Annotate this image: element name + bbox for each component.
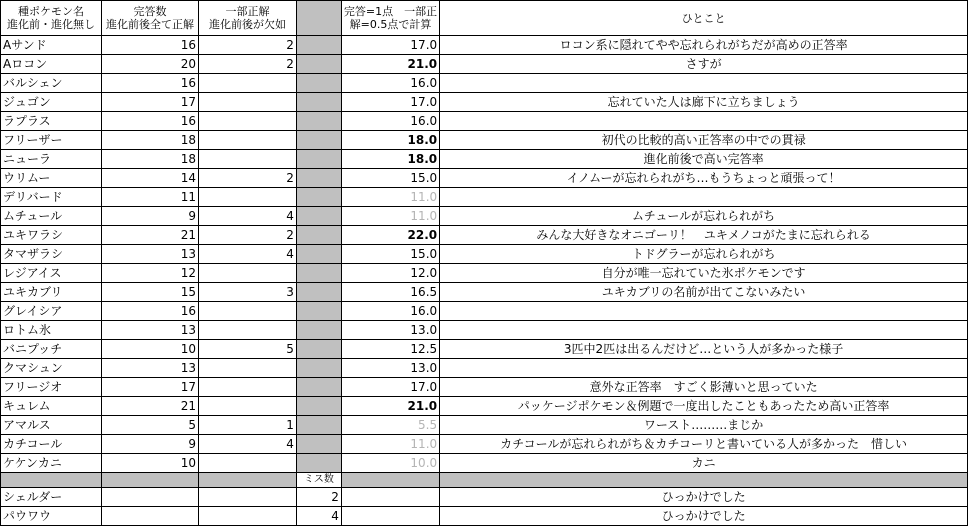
score-cell: 18.0 [341,131,439,150]
comment-cell: ロコン系に隠れてやや忘れられがちだが高めの正答率 [440,36,968,55]
table-row [1,207,968,226]
spacer-cell [296,36,341,55]
spacer-cell [296,93,341,112]
spacer-cell [296,131,341,150]
table-row [1,226,968,245]
separator-row [1,473,968,488]
table-row [1,36,968,55]
spacer-cell [296,454,341,473]
table-row [1,93,968,112]
partial-count-cell: 4 [198,245,296,264]
score-cell: 11.0 [341,188,439,207]
header-comment: ひとこと [440,1,968,36]
complete-count-cell: 16 [101,74,198,93]
comment-cell: ひっかけでした [440,507,968,526]
score-cell: 21.0 [341,55,439,74]
pokemon-name-cell: タマザラシ [1,245,102,264]
pokemon-name-cell: パウワウ [1,507,102,526]
partial-count-cell [198,454,296,473]
separator-cell [341,473,439,488]
score-cell: 21.0 [341,397,439,416]
partial-count-cell [198,302,296,321]
spacer-cell [296,226,341,245]
miss-count-cell: 2 [296,488,341,507]
pokemon-name-cell: フリージオ [1,378,102,397]
separator-cell [101,473,198,488]
empty-cell [341,488,439,507]
complete-count-cell: 13 [101,321,198,340]
score-cell: 13.0 [341,359,439,378]
spacer-cell [296,264,341,283]
score-cell: 11.0 [341,207,439,226]
complete-count-cell: 16 [101,36,198,55]
spacer-cell [296,74,341,93]
pokemon-name-cell: レジアイス [1,264,102,283]
score-cell: 16.0 [341,302,439,321]
score-cell: 12.0 [341,264,439,283]
miss-count-cell: 4 [296,507,341,526]
empty-cell [341,507,439,526]
complete-count-cell: 21 [101,226,198,245]
separator-cell [198,473,296,488]
empty-cell [198,507,296,526]
complete-count-cell: 17 [101,93,198,112]
table-row [1,302,968,321]
complete-count-cell: 18 [101,131,198,150]
complete-count-cell: 10 [101,454,198,473]
score-cell: 17.0 [341,93,439,112]
partial-count-cell: 2 [198,36,296,55]
partial-count-cell [198,150,296,169]
pokemon-name-cell: バニプッチ [1,340,102,359]
miss-count-label: ミス数 [296,473,341,488]
header-complete: 完答数 進化前後全て正解 [101,1,198,36]
partial-count-cell [198,378,296,397]
table-row [1,264,968,283]
header-name: 種ポケモン名 進化前・進化無し [1,1,102,36]
pokemon-name-cell: ジュゴン [1,93,102,112]
complete-count-cell: 13 [101,359,198,378]
table-row [1,454,968,473]
comment-cell [440,188,968,207]
miss-row [1,488,968,507]
table-row [1,321,968,340]
complete-count-cell: 12 [101,264,198,283]
spacer-cell [296,435,341,454]
score-cell: 15.0 [341,169,439,188]
partial-count-cell: 1 [198,416,296,435]
table-row [1,112,968,131]
table-row [1,150,968,169]
partial-count-cell [198,264,296,283]
pokemon-name-cell: アマルス [1,416,102,435]
separator-cell [440,473,968,488]
score-cell: 16.0 [341,112,439,131]
partial-count-cell: 4 [198,207,296,226]
spacer-cell [296,340,341,359]
partial-count-cell [198,93,296,112]
pokemon-name-cell: ユキカブリ [1,283,102,302]
table-row [1,74,968,93]
comment-cell: カニ [440,454,968,473]
table-row [1,378,968,397]
complete-count-cell: 18 [101,150,198,169]
comment-cell [440,359,968,378]
table-row [1,245,968,264]
complete-count-cell: 9 [101,435,198,454]
partial-count-cell: 3 [198,283,296,302]
score-cell: 17.0 [341,378,439,397]
partial-count-cell: 2 [198,55,296,74]
table-row [1,397,968,416]
comment-cell: 自分が唯一忘れていた氷ポケモンです [440,264,968,283]
table-row [1,131,968,150]
score-cell: 18.0 [341,150,439,169]
score-cell: 5.5 [341,416,439,435]
complete-count-cell: 16 [101,112,198,131]
pokemon-name-cell: グレイシア [1,302,102,321]
comment-cell: イノムーが忘れられがち…もうちょっと頑張って！ [440,169,968,188]
partial-count-cell [198,321,296,340]
partial-count-cell: 5 [198,340,296,359]
separator-cell [1,473,102,488]
complete-count-cell: 10 [101,340,198,359]
comment-cell: ムチュールが忘れられがち [440,207,968,226]
pokemon-name-cell: ユキワラシ [1,226,102,245]
partial-count-cell [198,188,296,207]
score-cell: 15.0 [341,245,439,264]
complete-count-cell: 13 [101,245,198,264]
comment-cell [440,302,968,321]
pokemon-name-cell: ウリムー [1,169,102,188]
score-cell: 13.0 [341,321,439,340]
comment-cell: さすが [440,55,968,74]
pokemon-name-cell: ムチュール [1,207,102,226]
pokemon-name-cell: ロトム氷 [1,321,102,340]
complete-count-cell: 21 [101,397,198,416]
complete-count-cell: 5 [101,416,198,435]
complete-count-cell: 9 [101,207,198,226]
spacer-cell [296,397,341,416]
comment-cell: 進化前後で高い完答率 [440,150,968,169]
partial-count-cell [198,74,296,93]
pokemon-name-cell: キュレム [1,397,102,416]
score-cell: 11.0 [341,435,439,454]
table-row [1,169,968,188]
score-cell: 12.5 [341,340,439,359]
comment-cell: 意外な正答率 すごく影薄いと思っていた [440,378,968,397]
table-row [1,188,968,207]
spacer-cell [296,416,341,435]
table-row [1,416,968,435]
partial-count-cell: 2 [198,226,296,245]
comment-cell: トドグラーが忘れられがち [440,245,968,264]
pokemon-name-cell: Aロコン [1,55,102,74]
score-cell: 16.5 [341,283,439,302]
spacer-cell [296,321,341,340]
comment-cell: ユキカブリの名前が出てこないみたい [440,283,968,302]
score-cell: 10.0 [341,454,439,473]
table-row [1,55,968,74]
pokemon-name-cell: ラプラス [1,112,102,131]
partial-count-cell [198,112,296,131]
partial-count-cell [198,359,296,378]
empty-cell [198,488,296,507]
empty-cell [101,488,198,507]
spacer-cell [296,112,341,131]
spacer-cell [296,283,341,302]
table-row [1,435,968,454]
spacer-cell [296,359,341,378]
complete-count-cell: 14 [101,169,198,188]
comment-cell: カチコールが忘れられがち＆カチコーリと書いている人が多かった 惜しい [440,435,968,454]
spacer-cell [296,169,341,188]
score-cell: 16.0 [341,74,439,93]
comment-cell: 初代の比較的高い正答率の中での貫禄 [440,131,968,150]
header-score: 完答=1点 一部正 解=0.5点で計算 [341,1,439,36]
empty-cell [101,507,198,526]
comment-cell: ワースト………まじか [440,416,968,435]
partial-count-cell [198,131,296,150]
pokemon-name-cell: ニューラ [1,150,102,169]
pokemon-name-cell: カチコール [1,435,102,454]
comment-cell: パッケージポケモン＆例題で一度出したこともあったため高い正答率 [440,397,968,416]
spacer-cell [296,207,341,226]
complete-count-cell: 20 [101,55,198,74]
pokemon-name-cell: バルシェン [1,74,102,93]
comment-cell: ひっかけでした [440,488,968,507]
score-cell: 22.0 [341,226,439,245]
pokemon-name-cell: クマシュン [1,359,102,378]
partial-count-cell: 4 [198,435,296,454]
comment-cell: 3匹中2匹は出るんだけど…という人が多かった様子 [440,340,968,359]
spacer-cell [296,55,341,74]
partial-count-cell [198,397,296,416]
comment-cell [440,74,968,93]
header-spacer [296,1,341,36]
comment-cell [440,112,968,131]
pokemon-name-cell: フリーザー [1,131,102,150]
complete-count-cell: 15 [101,283,198,302]
pokemon-name-cell: シェルダー [1,488,102,507]
complete-count-cell: 17 [101,378,198,397]
table-row [1,340,968,359]
spacer-cell [296,245,341,264]
miss-row [1,507,968,526]
pokemon-name-cell: デリバード [1,188,102,207]
spacer-cell [296,150,341,169]
complete-count-cell: 16 [101,302,198,321]
partial-count-cell: 2 [198,169,296,188]
comment-cell: 忘れていた人は廊下に立ちましょう [440,93,968,112]
pokemon-name-cell: Aサンド [1,36,102,55]
spacer-cell [296,378,341,397]
spacer-cell [296,302,341,321]
complete-count-cell: 11 [101,188,198,207]
spacer-cell [296,188,341,207]
comment-cell [440,321,968,340]
table-row [1,359,968,378]
table-row [1,283,968,302]
header-partial: 一部正解 進化前後が欠如 [198,1,296,36]
header-row [1,1,968,36]
comment-cell: みんな大好きなオニゴーリ！ ユキメノコがたまに忘れられる [440,226,968,245]
score-cell: 17.0 [341,36,439,55]
pokemon-name-cell: ケケンカニ [1,454,102,473]
